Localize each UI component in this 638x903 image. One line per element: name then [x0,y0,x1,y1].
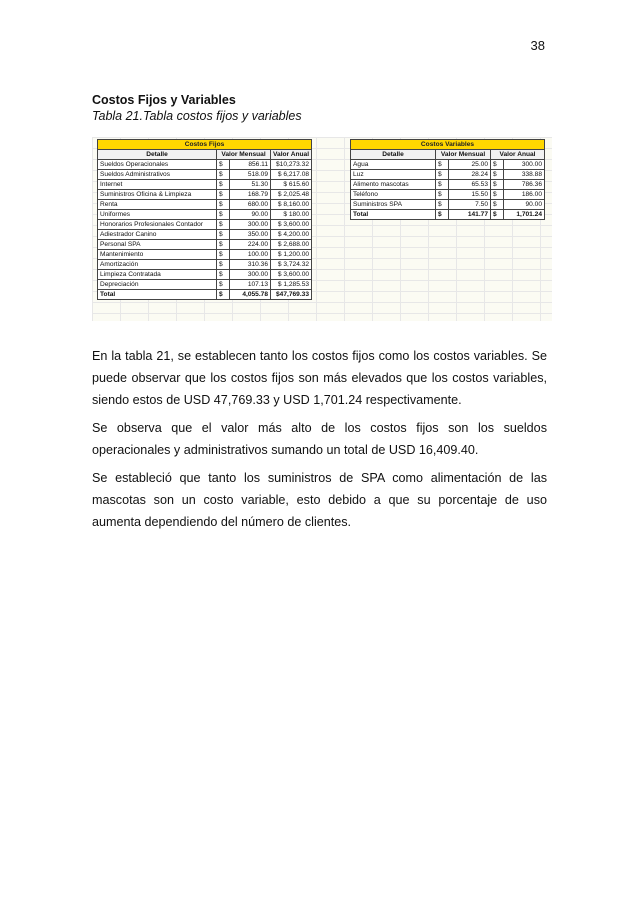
monthly-value-cell: 168.79 [230,190,271,200]
currency-cell: $ [217,190,230,200]
detail-cell: Teléfono [351,190,436,200]
currency-cell: $ [217,260,230,270]
annual-value-cell: 786.36 [504,180,545,190]
annual-value-cell: $ 3,600.00 [271,270,312,280]
table-row [351,170,545,180]
currency-cell: $ [217,230,230,240]
annual-value-cell: $10,273.32 [271,160,312,170]
annual-value-cell: $ 6,217.08 [271,170,312,180]
variable-costs-body [351,160,545,220]
annual-value-cell: 300.00 [504,160,545,170]
section-heading: Costos Fijos y Variables [92,93,236,107]
column-header-detalle: Detalle [351,150,436,160]
currency-cell: $ [217,170,230,180]
monthly-value-cell: 680.00 [230,200,271,210]
fixed-costs-table [97,139,312,300]
fixed-costs-title: Costos Fijos [98,140,312,150]
variable-costs-table [350,139,545,220]
currency-cell: $ [491,210,504,220]
table-row [98,270,312,280]
currency-cell: $ [436,210,449,220]
detail-cell: Mantenimiento [98,250,217,260]
table-row [351,180,545,190]
monthly-value-cell: 90.00 [230,210,271,220]
table-caption: Tabla 21.Tabla costos fijos y variables [92,109,302,123]
currency-cell: $ [217,180,230,190]
currency-cell: $ [436,180,449,190]
currency-cell: $ [217,220,230,230]
detail-cell: Renta [98,200,217,210]
table-row [98,190,312,200]
annual-value-cell: $47,769.33 [271,290,312,300]
detail-cell: Uniformes [98,210,217,220]
table-row [98,220,312,230]
monthly-value-cell: 300.00 [230,270,271,280]
currency-cell: $ [217,290,230,300]
detail-cell: Limpieza Contratada [98,270,217,280]
currency-cell: $ [436,190,449,200]
annual-value-cell: 90.00 [504,200,545,210]
table-total-row [351,210,545,220]
currency-cell: $ [217,210,230,220]
annual-value-cell: 338.88 [504,170,545,180]
currency-cell: $ [217,240,230,250]
monthly-value-cell: 141.77 [449,210,491,220]
currency-cell: $ [436,200,449,210]
table-row [98,160,312,170]
column-header-valor-anual: Valor Anual [271,150,312,160]
column-header-valor-anual: Valor Anual [491,150,545,160]
monthly-value-cell: 65.53 [449,180,491,190]
currency-cell: $ [491,200,504,210]
detail-cell: Adiestrador Canino [98,230,217,240]
monthly-value-cell: 28.24 [449,170,491,180]
detail-cell: Amortización [98,260,217,270]
table-row [351,200,545,210]
annual-value-cell: $ 8,160.00 [271,200,312,210]
monthly-value-cell: 25.00 [449,160,491,170]
annual-value-cell: 186.00 [504,190,545,200]
fixed-costs-body [98,160,312,300]
currency-cell: $ [491,160,504,170]
monthly-value-cell: 15.50 [449,190,491,200]
column-header-detalle: Detalle [98,150,217,160]
annual-value-cell: $ 180.00 [271,210,312,220]
annual-value-cell: $ 3,724.32 [271,260,312,270]
currency-cell: $ [217,250,230,260]
detail-cell: Personal SPA [98,240,217,250]
body-paragraph: En la tabla 21, se establecen tanto los costos fijos como los costos variables. Se puede observar que los costos fijos son más elevados que los costos variables, siendo estos de USD 47,769.33 y USD 1,701.24 respectivamente. [92,349,547,407]
variable-costs-title: Costos Variables [351,140,545,150]
monthly-value-cell: 51.30 [230,180,271,190]
monthly-value-cell: 310.36 [230,260,271,270]
column-header-valor-mensual: Valor Mensual [217,150,271,160]
table-row [98,240,312,250]
monthly-value-cell: 518.09 [230,170,271,180]
monthly-value-cell: 856.11 [230,160,271,170]
detail-cell: Internet [98,180,217,190]
monthly-value-cell: 107.13 [230,280,271,290]
monthly-value-cell: 100.00 [230,250,271,260]
body-paragraph: Se observa que el valor más alto de los costos fijos son los sueldos operacionales y administrativos sumando un total de USD 16,409.40. [92,421,547,457]
table-total-row [98,290,312,300]
detail-cell: Sueldos Operacionales [98,160,217,170]
annual-value-cell: $ 615.60 [271,180,312,190]
page-number: 38 [530,38,545,53]
annual-value-cell: $ 1,200.00 [271,250,312,260]
monthly-value-cell: 224.00 [230,240,271,250]
monthly-value-cell: 4,055.78 [230,290,271,300]
currency-cell: $ [436,160,449,170]
detail-cell: Total [98,290,217,300]
detail-cell: Luz [351,170,436,180]
body-paragraph: Se estableció que tanto los suministros de SPA como alimentación de las mascotas son un costo variable, esto debido a que su porcentaje de uso aumenta dependiendo del número de clientes. [92,471,547,529]
table-row [351,160,545,170]
table-row [98,280,312,290]
currency-cell: $ [436,170,449,180]
table-row [98,250,312,260]
currency-cell: $ [217,160,230,170]
table-row [98,180,312,190]
currency-cell: $ [491,180,504,190]
table-row [98,210,312,220]
annual-value-cell: $ 3,600.00 [271,220,312,230]
currency-cell: $ [491,190,504,200]
annual-value-cell: $ 2,025.48 [271,190,312,200]
detail-cell: Agua [351,160,436,170]
currency-cell: $ [217,270,230,280]
cost-tables-figure [92,137,552,321]
table-row [98,230,312,240]
annual-value-cell: 1,701.24 [504,210,545,220]
annual-value-cell: $ 1,285.53 [271,280,312,290]
monthly-value-cell: 300.00 [230,220,271,230]
detail-cell: Honorarios Profesionales Contador [98,220,217,230]
annual-value-cell: $ 2,688.00 [271,240,312,250]
currency-cell: $ [217,280,230,290]
detail-cell: Suministros Oficina & Limpieza [98,190,217,200]
detail-cell: Suministros SPA [351,200,436,210]
annual-value-cell: $ 4,200.00 [271,230,312,240]
detail-cell: Alimento mascotas [351,180,436,190]
monthly-value-cell: 7.50 [449,200,491,210]
column-header-valor-mensual: Valor Mensual [436,150,491,160]
currency-cell: $ [491,170,504,180]
monthly-value-cell: 350.00 [230,230,271,240]
table-row [98,200,312,210]
detail-cell: Total [351,210,436,220]
currency-cell: $ [217,200,230,210]
table-row [351,190,545,200]
detail-cell: Depreciación [98,280,217,290]
table-row [98,260,312,270]
detail-cell: Sueldos Administrativos [98,170,217,180]
table-row [98,170,312,180]
